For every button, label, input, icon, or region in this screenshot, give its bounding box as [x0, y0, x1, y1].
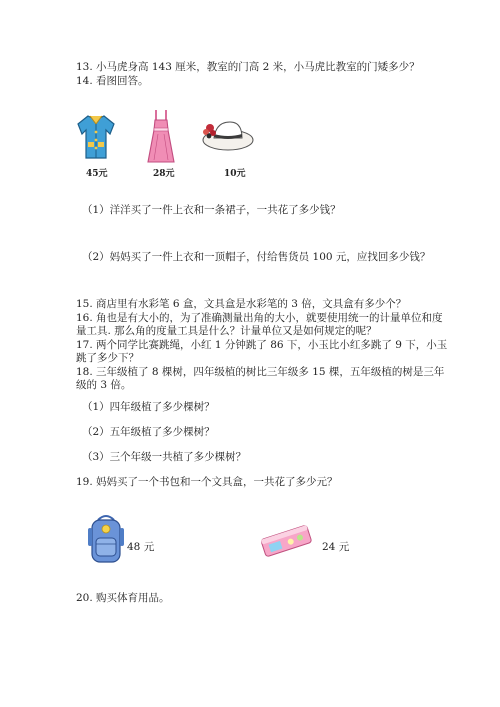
- question-17-line-2: 跳了多少下？: [76, 352, 139, 364]
- question-14: 14. 看图回答。: [76, 75, 149, 87]
- jacket-icon: [76, 112, 116, 160]
- question-16-line-2: 量工具. 那么角的度量工具是什么？计量单位又是如何规定的呢？: [76, 325, 377, 337]
- question-14-part-2: （2）妈妈买了一件上衣和一顶帽子，付给售货员 100 元，应找回多少钱？: [82, 251, 431, 263]
- dress-icon: [146, 108, 176, 164]
- question-18-line-2: 级的 3 倍。: [76, 379, 132, 391]
- pencil-case-price: 24 元: [322, 541, 350, 553]
- question-18-line-1: 18. 三年级植了 8 棵树，四年级植的树比三年级多 15 棵，五年级植的树是三年: [76, 366, 445, 378]
- jacket-price: 45元: [86, 169, 108, 179]
- dress-price: 28元: [153, 169, 175, 179]
- backpack-icon: [86, 514, 126, 564]
- question-18-part-2: （2）五年级植了多少棵树？: [82, 426, 215, 438]
- question-15: 15. 商店里有水彩笔 6 盒，文具盒是水彩笔的 3 倍，文具盒有多少个？: [76, 298, 407, 310]
- sun-hat-icon: [200, 118, 254, 152]
- question-18-part-3: （3）三个年级一共植了多少棵树？: [82, 451, 247, 463]
- question-13: 13. 小马虎身高 143 厘米，教室的门高 2 米，小马虎比教室的门矮多少？: [76, 61, 420, 73]
- backpack-price: 48 元: [127, 541, 155, 553]
- question-16-line-1: 16. 角也是有大小的，为了准确测量出角的大小，就要使用统一的计量单位和度: [76, 312, 443, 324]
- question-14-part-1: （1）洋洋买了一件上衣和一条裙子，一共花了多少钱？: [82, 204, 341, 216]
- question-19: 19. 妈妈买了一个书包和一个文具盒，一共花了多少元？: [76, 476, 338, 488]
- pencil-case-icon: [258, 520, 314, 560]
- question-20: 20. 购买体育用品。: [76, 592, 170, 604]
- question-18-part-1: （1）四年级植了多少棵树？: [82, 401, 215, 413]
- hat-price: 10元: [224, 169, 246, 179]
- question-17-line-1: 17. 两个同学比赛跳绳，小红 1 分钟跳了 86 下，小玉比小红多跳了 9 下，小玉: [76, 339, 448, 351]
